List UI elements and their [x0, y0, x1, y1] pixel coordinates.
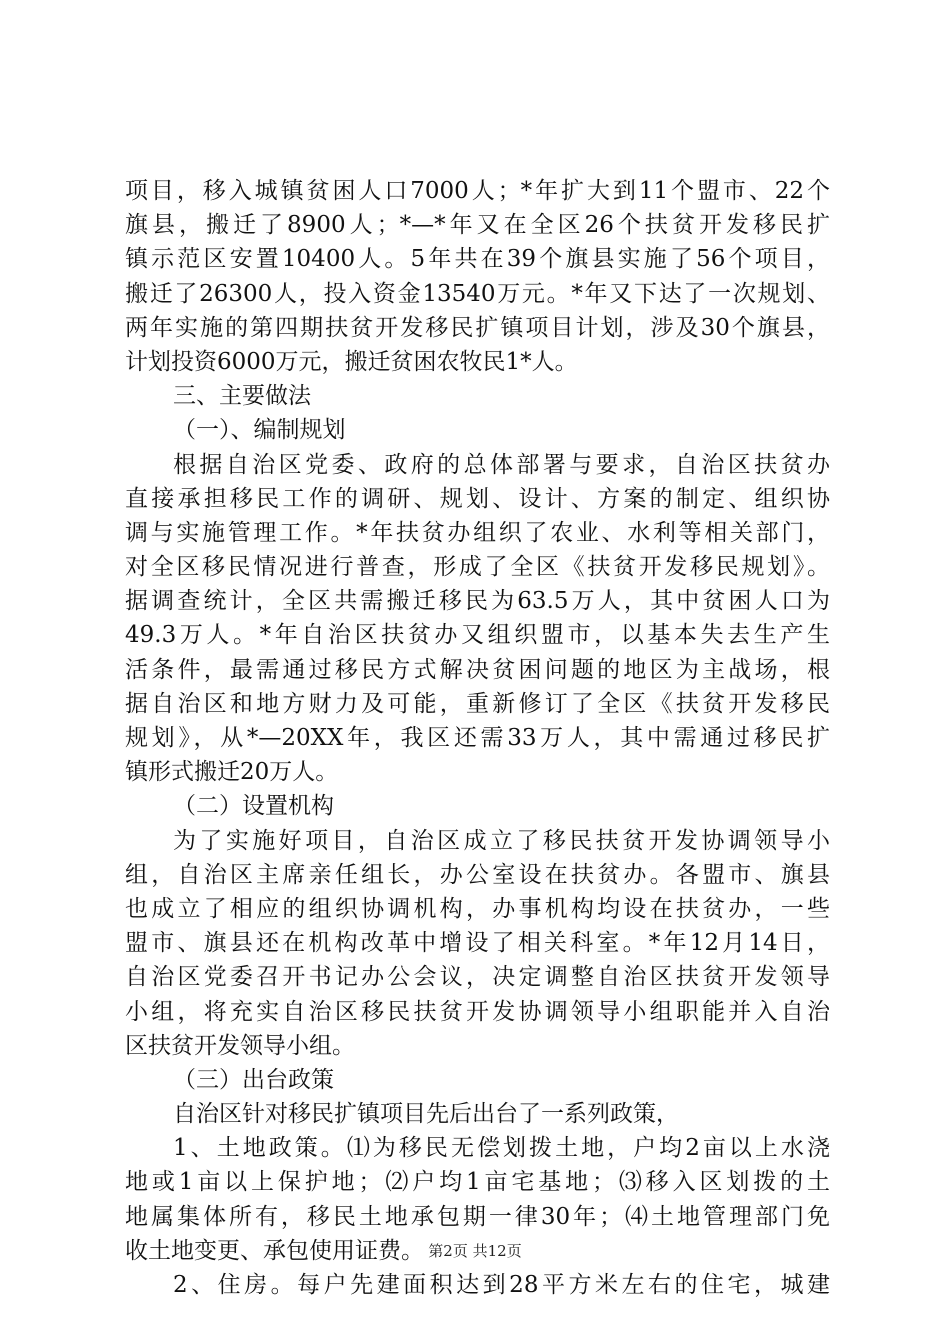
text-line: 自治区党委召开书记办公会议，决定调整自治区扶贫开发领导	[125, 964, 830, 991]
text-line: 2、住房。每户先建面积达到28平方米左右的住宅，城建	[173, 1272, 830, 1298]
text-line: 直接承担移民工作的调研、规划、设计、方案的制定、组织协	[125, 485, 830, 512]
subsection-heading: （一）、编制规划	[173, 417, 346, 444]
text-line: 收土地变更、承包使用证费。	[125, 1237, 424, 1264]
text-line: 区扶贫开发领导小组。	[125, 1032, 355, 1059]
text-line: 活条件，最需通过移民方式解决贫困问题的地区为主战场，根	[125, 656, 830, 683]
text-line: 组，自治区主席亲任组长，办公室设在扶贫办。各盟市、旗县	[125, 861, 830, 888]
text-line: 据自治区和地方财力及可能，重新修订了全区《扶贫开发移民	[125, 690, 830, 717]
text-line: 也成立了相应的组织协调机构，办事机构均设在扶贫办，一些	[125, 895, 830, 922]
text-line: 1、土地政策。⑴为移民无偿划拨土地，户均2亩以上水浇	[173, 1135, 830, 1162]
text-line: 计划投资6000万元，搬迁贫困农牧民1*人。	[125, 348, 578, 375]
section-heading: 三、主要做法	[173, 383, 311, 410]
text-line: 据调查统计，全区共需搬迁移民为63.5万人，其中贫困人口为	[125, 588, 830, 615]
text-line: 地属集体所有，移民土地承包期一律30年；⑷土地管理部门免	[125, 1203, 830, 1230]
text-line: 盟市、旗县还在机构改革中增设了相关科室。*年12月14日，	[125, 930, 830, 957]
text-line: 自治区针对移民扩镇项目先后出台了一系列政策，	[173, 1101, 679, 1128]
text-line: 根据自治区党委、政府的总体部署与要求，自治区扶贫办	[173, 451, 830, 478]
text-line: 小组，将充实自治区移民扶贫开发协调领导小组职能并入自治	[125, 998, 830, 1025]
text-line: 搬迁了26300人，投入资金13540万元。*年又下达了一次规划、	[125, 280, 830, 307]
text-line: 项目，移入城镇贫困人口7000人；*年扩大到11个盟市、22个	[125, 178, 830, 204]
text-line: 两年实施的第四期扶贫开发移民扩镇项目计划，涉及30个旗县，	[125, 314, 830, 341]
text-line: 镇示范区安置10400人。5年共在39个旗县实施了56个项目，	[125, 246, 830, 273]
subsection-heading: （三）出台政策	[173, 1066, 334, 1093]
text-line: 地或1亩以上保护地；⑵户均1亩宅基地；⑶移入区划拨的土	[125, 1169, 830, 1196]
text-line: 旗县，搬迁了8900人；*—*年又在全区26个扶贫开发移民扩	[125, 212, 830, 239]
text-line: 为了实施好项目，自治区成立了移民扶贫开发协调领导小	[173, 827, 830, 854]
text-line: 对全区移民情况进行普查，形成了全区《扶贫开发移民规划》。	[125, 554, 830, 581]
page-footer: 第2页 共12页	[428, 1242, 522, 1260]
text-line: 调与实施管理工作。*年扶贫办组织了农业、水利等相关部门，	[125, 519, 830, 546]
subsection-heading: （二）设置机构	[173, 793, 334, 820]
text-line: 49.3万人。*年自治区扶贫办又组织盟市，以基本失去生产生	[125, 622, 830, 649]
document-body	[125, 174, 830, 1302]
text-line: 镇形式搬迁20万人。	[125, 759, 339, 786]
text-line: 规划》，从*—20XX年，我区还需33万人，其中需通过移民扩	[125, 725, 830, 751]
